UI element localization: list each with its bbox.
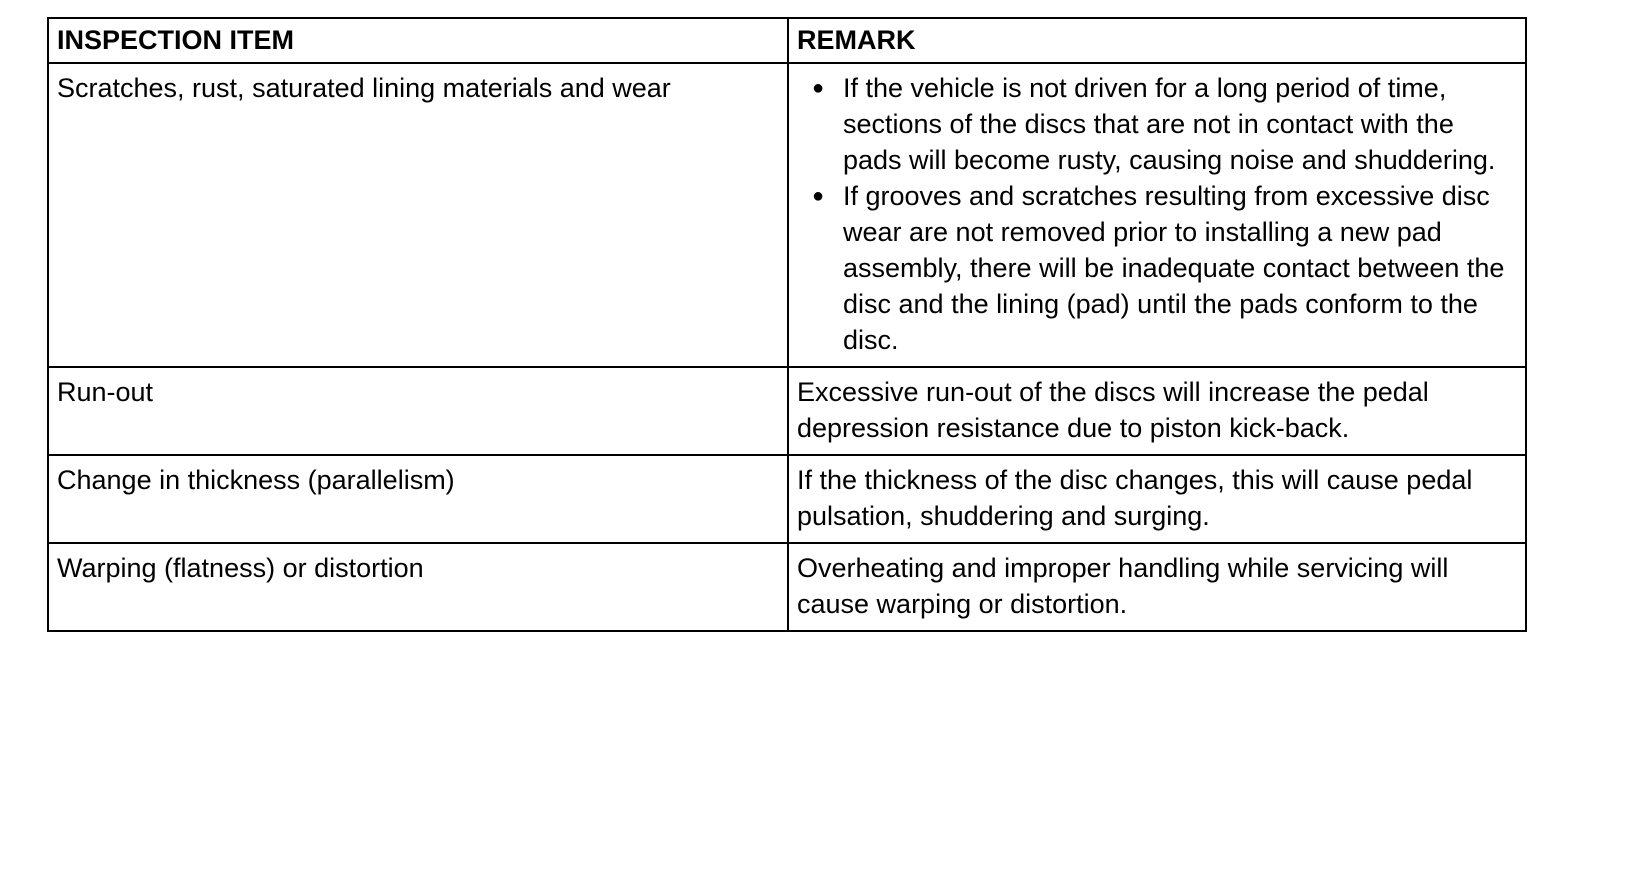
- inspection-item-cell: Warping (flatness) or distortion: [48, 543, 788, 631]
- remark-bullet-item: [797, 178, 1517, 358]
- table-row: [48, 367, 1526, 455]
- bullet-icon: ●: [812, 185, 825, 207]
- remark-cell: [788, 63, 1526, 367]
- inspection-item-cell: Change in thickness (parallelism): [48, 455, 788, 543]
- inspection-table: [47, 17, 1527, 632]
- table-row: [48, 455, 1526, 543]
- inspection-item-cell: Scratches, rust, saturated lining materials and wear: [48, 63, 788, 367]
- remark-cell: If the thickness of the disc changes, this will cause pedal pulsation, shuddering and surging.: [788, 455, 1526, 543]
- header-inspection-item: INSPECTION ITEM: [48, 18, 788, 63]
- bullet-icon: ●: [812, 77, 825, 99]
- table-header-row: [48, 18, 1526, 63]
- table-row: [48, 63, 1526, 367]
- remark-bullet-text: If the vehicle is not driven for a long period of time, sections of the discs that are not in contact with the pads will become rusty, causing noise and shuddering.: [843, 73, 1496, 175]
- remark-cell: Excessive run-out of the discs will increase the pedal depression resistance due to piston kick-back.: [788, 367, 1526, 455]
- table-row: [48, 543, 1526, 631]
- remark-bullet-item: [797, 70, 1517, 178]
- remark-bullet-list: [797, 70, 1517, 358]
- inspection-item-cell: Run-out: [48, 367, 788, 455]
- remark-cell: Overheating and improper handling while servicing will cause warping or distortion.: [788, 543, 1526, 631]
- remark-bullet-text: If grooves and scratches resulting from excessive disc wear are not removed prior to installing a new pad assembly, there will be inadequate contact between the disc and the lining (pad) until the pads conform to the disc.: [843, 181, 1505, 355]
- header-remark: REMARK: [788, 18, 1526, 63]
